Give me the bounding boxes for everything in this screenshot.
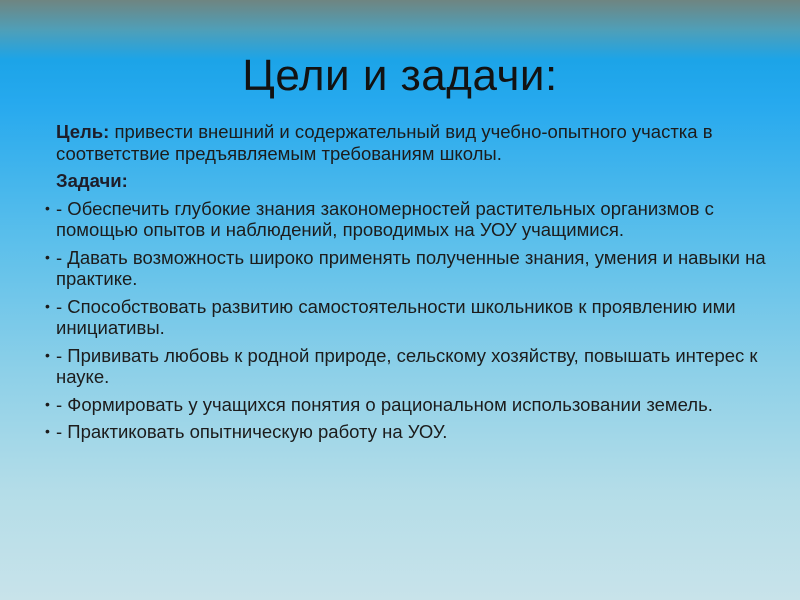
list-item	[46, 247, 776, 290]
bullet-icon: •	[45, 199, 50, 216]
list-item	[46, 198, 776, 241]
slide-title: Цели и задачи:	[242, 51, 558, 100]
list-item	[46, 345, 776, 388]
list-item	[46, 421, 776, 443]
tasks-heading	[46, 170, 776, 192]
task-text: - Практиковать опытническую работу на УОУ.	[56, 421, 448, 442]
tasks-label: Задачи:	[56, 170, 128, 191]
list-item	[46, 296, 776, 339]
task-text: - Прививать любовь к родной природе, сельскому хозяйству, повышать интерес к науке.	[56, 344, 758, 387]
goal-label: Цель:	[56, 121, 110, 142]
goal-paragraph	[46, 121, 776, 164]
bullet-icon: •	[45, 395, 50, 412]
bullet-icon: •	[45, 423, 50, 439]
task-text: - Формировать у учащихся понятия о рациональном использовании земель.	[56, 393, 713, 415]
slide-content	[46, 121, 776, 449]
task-text: - Обеспечить глубокие знания закономерностей растительных организмов с помощью опытов и наблюдений, проводимых на УОУ учащимися.	[56, 197, 714, 240]
task-text: - Способствовать развитию самостоятельности школьников к проявлению ими инициативы.	[56, 295, 736, 338]
task-text: - Давать возможность широко применять полученные знания, умения и навыки на практике.	[56, 246, 766, 289]
goal-text: привести внешний и содержательный вид учебно-опытного участка в соответствие предъявляемым требованиям школы.	[56, 121, 713, 164]
bullet-icon: •	[45, 346, 50, 363]
bullet-icon: •	[45, 248, 50, 265]
list-item	[46, 394, 776, 416]
tasks-list	[46, 198, 776, 443]
bullet-icon: •	[45, 297, 50, 314]
